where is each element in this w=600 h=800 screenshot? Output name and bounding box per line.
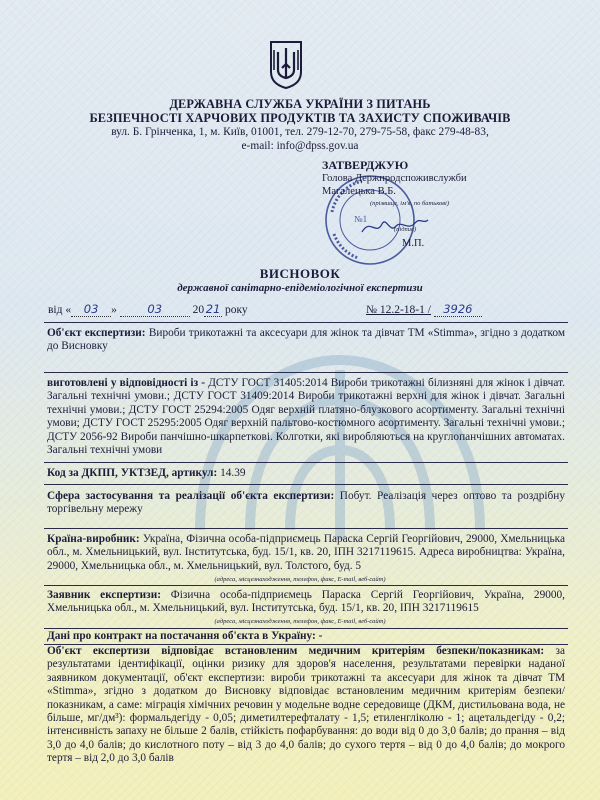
org-name-line1: ДЕРЖАВНА СЛУЖБА УКРАЇНИ З ПИТАНЬ: [169, 97, 431, 111]
seal-number: №1: [354, 214, 368, 224]
divider: [44, 372, 568, 373]
org-email: e-mail: info@dpss.gov.ua: [241, 140, 359, 152]
applicant-caption: (адреса, місцезнаходження, телефон, факс, E-mail, веб-сайт): [214, 618, 386, 625]
caption-name: (прізвище, ім'я, по батькові): [370, 200, 450, 207]
stamp-mark: М.П.: [402, 238, 425, 249]
document-subtitle: державної санітарно-епідеміологічної експертизи: [177, 282, 423, 294]
criteria-section: Об'єкт експертизи відповідає встановленим медичним критеріям безпеки/показникам: за результатами ідентифікації, оцінки ризику для здоров'я населення, результатами перевірки наданої заявником документації, об'єкт експертизи: вироби трикотажні та аксесуари для жінок та дівчат ТМ «Stimma», згідно з додатком до Висновку відповідає встановленим медичним критеріям безпеки/показникам, а саме: міграція хімічних речовин у модельне водне середовище (ДКМ, дистильована вода, не більше, мг/дм³): формальдегіду - 0,05; диметилтерефталату - 1,5; етиленгліколю - 1; ацетальдегіду - 0,2; інтенсивність запаху не більше 2 балів, стійкість пофарбування: до води від 0 до 3,0 балів; до прання – від 3,0 до 4,0 балів; до кислотного поту – від 3 до 4,0 балів; до сухого тертя – від 0 до 4,0 балів; до мокрого тертя – від 2,0 до 3,0 балів: [47, 645, 565, 765]
divider: [44, 528, 568, 529]
sphere-section: Сфера застосування та реалізації об'єкта експертизи: Побут. Реалізація через оптово та роздрібну торгівельну мережу: [47, 490, 565, 516]
divider: [44, 628, 568, 629]
tryzub-emblem-icon: [268, 40, 304, 90]
caption-sign: (підпис): [394, 226, 417, 233]
approval-name: Магалецька В.Б.: [322, 186, 396, 197]
approval-label: ЗАТВЕРДЖУЮ: [322, 158, 409, 172]
approval-position: Голова Держпродспоживслужби: [322, 173, 467, 184]
org-name-line2: БЕЗПЕЧНОСТІ ХАРЧОВИХ ПРОДУКТІВ ТА ЗАХИСТУ СПОЖИВАЧІВ: [89, 111, 511, 125]
divider: [44, 585, 568, 586]
applicant-section: Заявник експертизи: Фізична особа-підприємець Параска Сергій Георгійович, Україна, 29000, Хмельницька обл., м. Хмельницький, вул. Інститутська, буд. 15/1, кв. 20, ІПН 3217119615: [47, 589, 565, 615]
divider: [44, 322, 568, 323]
document-title: ВИСНОВОК: [259, 266, 341, 281]
document-number: № 12.2-18-1 / 3926: [366, 302, 482, 317]
divider: [44, 484, 568, 485]
contract-section: Дані про контракт на постачання об'єкта в Україну: -: [47, 630, 323, 642]
country-caption: (адреса, місцезнаходження, телефон, факс, E-mail, веб-сайт): [214, 576, 386, 583]
object-section: Об'єкт експертизи: Вироби трикотажні та аксесуари для жінок та дівчат ТМ «Stimma», згідно з додатком до Висновку: [47, 327, 566, 353]
standards-section: виготовлені у відповідності із - ДСТУ ГОСТ 31405:2014 Вироби трикотажні білизняні для жінок і дівчат. Загальні технічні умови.; ДСТУ ГОСТ 31409:2014 Вироби трикотажні верхні для жінок і дівчат. Загальні технічні умови.; ДСТУ ГОСТ 25294:2005 Одяг верхній платяно-блузкового асортименту. Загальні технічні умови; ДСТУ ГОСТ 25295:2005 Одяг верхній пальтово-костюмного асортименту. Загальні технічні умови.; ДСТУ 2056-92 Вироби панчішно-шкарпеткові. Колготки, які виробляються на круглопанчішних автоматах. Загальні технічні умови: [47, 377, 565, 457]
issue-date: від « 03 » 03 20 21 року: [48, 302, 248, 316]
country-section: Країна-виробник: Україна, Фізична особа-підприємець Параска Сергій Георгійович, 29000, Хмельницька обл., м. Хмельницький, вул. Інститутська, буд. 15/1, кв. 20, ІПН 3217119615. Адреса виробництва: Україна, 29000, Хмельницька обл., м. Хмельницький, вул. Толстого, буд. 5: [47, 533, 565, 572]
code-section: Код за ДКПП, УКТЗЕД, артикул: 14.39: [47, 467, 246, 479]
divider: [44, 462, 568, 463]
org-address: вул. Б. Грінченка, 1, м. Київ, 01001, тел. 279-12-70, 279-75-58, факс 279-48-83,: [111, 126, 489, 138]
